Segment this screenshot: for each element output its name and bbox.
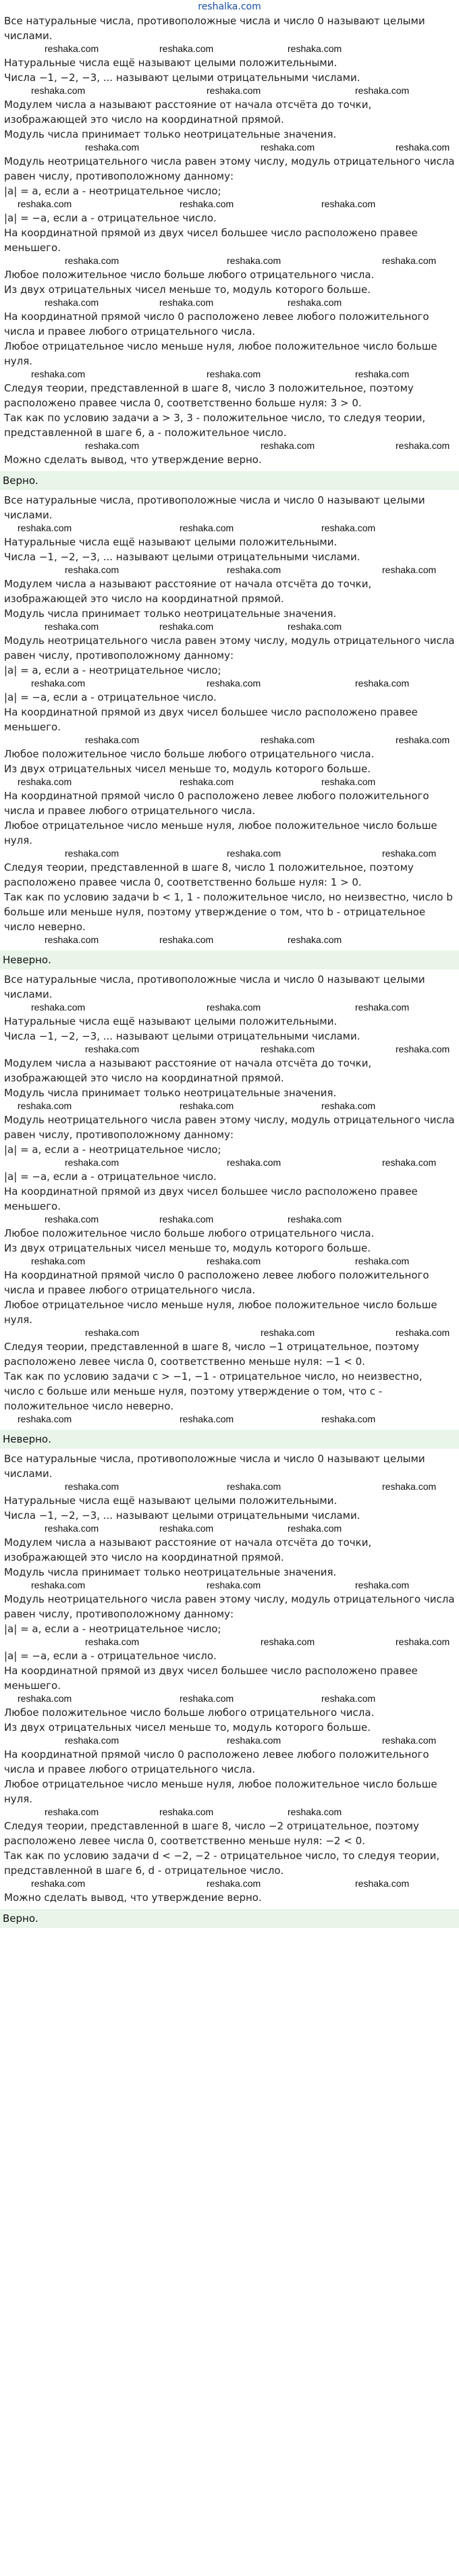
paragraph: На координатной прямой число 0 расположено левее любого положительного числа и правее любого отрицательного числа. xyxy=(4,311,429,338)
paragraph: |a| = a, если a - неотрицательное число; xyxy=(4,664,221,676)
watermark-text: reshaka.com xyxy=(321,1414,376,1424)
paragraph: На координатной прямой число 0 расположено левее любого положительного числа и правее любого отрицательного числа. xyxy=(4,1269,429,1296)
solution-section xyxy=(4,493,455,969)
paragraph: Числа −1, −2, −3, ... называют целыми отрицательными числами. xyxy=(4,1030,360,1042)
paragraph: Модуль неотрицательного числа равен этому числу, модуль отрицательного числа равен числу, противоположному данному: xyxy=(4,1593,455,1620)
paragraph: Любое положительное число больше любого отрицательного числа. xyxy=(4,269,375,281)
watermark-text: reshaka.com xyxy=(159,297,214,308)
watermark-text: reshaka.com xyxy=(45,1806,99,1817)
watermark-row xyxy=(4,734,455,747)
watermark-text: reshaka.com xyxy=(45,621,99,632)
watermark-row xyxy=(4,522,455,535)
watermark-text: reshaka.com xyxy=(382,255,437,266)
watermark-row xyxy=(4,848,455,860)
watermark-text: reshaka.com xyxy=(207,85,261,96)
watermark-text: reshaka.com xyxy=(159,621,214,632)
watermark-text: reshaka.com xyxy=(261,1636,315,1647)
watermark-text: reshaka.com xyxy=(355,369,410,379)
watermark-text: reshaka.com xyxy=(85,1327,140,1338)
watermark-text: reshaka.com xyxy=(382,1481,437,1492)
watermark-text: reshaka.com xyxy=(45,43,99,54)
solution-content xyxy=(4,14,455,1928)
watermark-row xyxy=(4,621,455,633)
watermark-text: reshaka.com xyxy=(18,1693,72,1704)
watermark-text: reshaka.com xyxy=(288,1523,342,1534)
watermark-text: reshaka.com xyxy=(31,678,86,689)
watermark-text: reshaka.com xyxy=(321,1100,376,1111)
watermark-text: reshaka.com xyxy=(321,522,376,533)
watermark-text: reshaka.com xyxy=(382,564,437,575)
watermark-row xyxy=(4,1157,455,1169)
watermark-row xyxy=(4,85,455,97)
paragraph: На координатной прямой из двух чисел большее число расположено правее меньшего. xyxy=(4,1185,418,1212)
watermark-text: reshaka.com xyxy=(396,1327,450,1338)
watermark-text: reshaka.com xyxy=(159,934,214,945)
watermark-text: reshaka.com xyxy=(180,198,234,209)
watermark-row xyxy=(4,43,455,55)
watermark-text: reshaka.com xyxy=(382,848,437,859)
watermark-row xyxy=(4,1523,455,1535)
watermark-row xyxy=(4,1414,455,1426)
watermark-row xyxy=(4,1636,455,1648)
watermark-row xyxy=(4,1100,455,1112)
paragraph: Модуль числа принимает только неотрицательные значения. xyxy=(4,608,337,620)
paragraph: Любое отрицательное число меньше нуля, любое положительное число больше нуля. xyxy=(4,1299,437,1326)
watermark-row xyxy=(4,1693,455,1705)
watermark-text: reshaka.com xyxy=(31,1256,86,1266)
paragraph: Модуль неотрицательного числа равен этому числу, модуль отрицательного числа равен числу, противоположному данному: xyxy=(4,635,455,662)
paragraph: Так как по условию задачи a > 3, 3 - положительное число, то следуя теории, представленной в шаге 6, a - положительное число. xyxy=(4,412,426,439)
paragraph: Любое положительное число больше любого отрицательного числа. xyxy=(4,748,375,760)
watermark-text: reshaka.com xyxy=(18,776,72,787)
watermark-text: reshaka.com xyxy=(396,1636,450,1647)
paragraph: Можно сделать вывод, что утверждение верно. xyxy=(4,454,262,466)
watermark-text: reshaka.com xyxy=(288,1214,342,1225)
watermark-text: reshaka.com xyxy=(227,1481,281,1492)
paragraph: На координатной прямой число 0 расположено левее любого положительного числа и правее любого отрицательного числа. xyxy=(4,1748,429,1775)
paragraph: Натуральные числа ещё называют целыми положительными. xyxy=(4,1015,338,1027)
paragraph: Модуль числа принимает только неотрицательные значения. xyxy=(4,1087,337,1099)
paragraph: |a| = a, если a - неотрицательное число; xyxy=(4,1144,221,1156)
watermark-row xyxy=(4,1580,455,1592)
watermark-text: reshaka.com xyxy=(85,734,140,745)
paragraph: Так как по условию задачи d < −2, −2 - отрицательное число, то следуя теории, представленной в шаге 6, d - отрицательное число. xyxy=(4,1850,440,1877)
paragraph: |a| = −a, если a - отрицательное число. xyxy=(4,691,217,703)
watermark-text: reshaka.com xyxy=(355,1580,410,1590)
watermark-text: reshaka.com xyxy=(31,1002,86,1013)
paragraph: Модуль числа принимает только неотрицательные значения. xyxy=(4,128,337,140)
paragraph: |a| = a, если a - неотрицательное число; xyxy=(4,1623,221,1635)
watermark-text: reshaka.com xyxy=(261,142,315,153)
watermark-text: reshaka.com xyxy=(65,255,119,266)
paragraph: |a| = −a, если a - отрицательное число. xyxy=(4,1650,217,1662)
watermark-row xyxy=(4,297,455,309)
watermark-text: reshaka.com xyxy=(159,1806,214,1817)
watermark-text: reshaka.com xyxy=(227,564,281,575)
watermark-text: reshaka.com xyxy=(45,1214,99,1225)
watermark-row xyxy=(4,255,455,267)
watermark-text: reshaka.com xyxy=(18,522,72,533)
watermark-text: reshaka.com xyxy=(261,1327,315,1338)
watermark-text: reshaka.com xyxy=(31,1878,86,1889)
watermark-text: reshaka.com xyxy=(85,1044,140,1054)
paragraph: Следуя теории, представленной в шаге 8, число 1 положительное, поэтому расположено правее числа 0, соответственно больше нуля: 1 > 0. xyxy=(4,861,414,888)
watermark-row xyxy=(4,198,455,211)
paragraph: На координатной прямой из двух чисел большее число расположено правее меньшего. xyxy=(4,1665,418,1692)
solution-section xyxy=(4,972,455,1449)
paragraph: Все натуральные числа, противоположные числа и число 0 называют целыми числами. xyxy=(4,15,425,42)
paragraph: Из двух отрицательных чисел меньше то, модуль которого больше. xyxy=(4,1242,371,1254)
watermark-text: reshaka.com xyxy=(159,1523,214,1534)
paragraph: Модулем числа a называют расстояние от начала отсчёта до точки, изображающей это число на координатной прямой. xyxy=(4,99,372,126)
watermark-text: reshaka.com xyxy=(288,934,342,945)
watermark-text: reshaka.com xyxy=(180,522,234,533)
paragraph: |a| = −a, если a - отрицательное число. xyxy=(4,1171,217,1183)
watermark-text: reshaka.com xyxy=(31,369,86,379)
site-header[interactable]: reshalka.com xyxy=(198,1,261,12)
watermark-row xyxy=(4,1327,455,1339)
paragraph: |a| = a, если a - неотрицательное число; xyxy=(4,185,221,197)
paragraph: На координатной прямой число 0 расположено левее любого положительного числа и правее любого отрицательного числа. xyxy=(4,790,429,817)
watermark-text: reshaka.com xyxy=(18,198,72,209)
paragraph: Все натуральные числа, противоположные числа и число 0 называют целыми числами. xyxy=(4,494,425,521)
watermark-text: reshaka.com xyxy=(261,440,315,451)
watermark-text: reshaka.com xyxy=(355,678,410,689)
watermark-row xyxy=(4,678,455,690)
watermark-text: reshaka.com xyxy=(396,1044,450,1054)
watermark-row xyxy=(4,369,455,381)
watermark-text: reshaka.com xyxy=(207,678,261,689)
paragraph: Модулем числа a называют расстояние от начала отсчёта до точки, изображающей это число на координатной прямой. xyxy=(4,1057,372,1084)
watermark-text: reshaka.com xyxy=(382,1157,437,1168)
watermark-text: reshaka.com xyxy=(288,297,342,308)
verdict: Верно. xyxy=(0,1909,459,1928)
watermark-text: reshaka.com xyxy=(180,1100,234,1111)
watermark-text: reshaka.com xyxy=(261,734,315,745)
watermark-text: reshaka.com xyxy=(207,1878,261,1889)
paragraph: Модуль числа принимает только неотрицательные значения. xyxy=(4,1566,337,1578)
watermark-row xyxy=(4,564,455,576)
watermark-text: reshaka.com xyxy=(85,142,140,153)
watermark-text: reshaka.com xyxy=(227,1735,281,1746)
watermark-text: reshaka.com xyxy=(65,848,119,859)
watermark-text: reshaka.com xyxy=(159,43,214,54)
paragraph: Числа −1, −2, −3, ... называют целыми отрицательными числами. xyxy=(4,1509,360,1522)
watermark-text: reshaka.com xyxy=(227,255,281,266)
watermark-text: reshaka.com xyxy=(65,1157,119,1168)
watermark-row xyxy=(4,1044,455,1056)
verdict: Неверно. xyxy=(0,950,459,969)
solution-section xyxy=(4,1451,455,1928)
watermark-row xyxy=(4,1002,455,1014)
paragraph: Модулем числа a называют расстояние от начала отсчёта до точки, изображающей это число на координатной прямой. xyxy=(4,1536,372,1563)
paragraph: Любое отрицательное число меньше нуля, любое положительное число больше нуля. xyxy=(4,1778,437,1805)
paragraph: Любое отрицательное число меньше нуля, любое положительное число больше нуля. xyxy=(4,340,437,367)
watermark-text: reshaka.com xyxy=(180,1693,234,1704)
watermark-row xyxy=(4,776,455,788)
paragraph: Так как по условию задачи b < 1, 1 - положительное число, но неизвестно, число b больше или меньше нуля, поэтому утверждение о том, что b - отрицательное число неверно. xyxy=(4,891,453,933)
watermark-text: reshaka.com xyxy=(45,297,99,308)
paragraph: На координатной прямой из двух чисел большее число расположено правее меньшего. xyxy=(4,227,418,254)
watermark-text: reshaka.com xyxy=(31,1580,86,1590)
paragraph: Так как по условию задачи c > −1, −1 - отрицательное число, но неизвестно, число c больше или меньше нуля, поэтому утверждение о том, что c - положительное число неверно. xyxy=(4,1370,423,1412)
watermark-text: reshaka.com xyxy=(321,776,376,787)
watermark-text: reshaka.com xyxy=(207,1002,261,1013)
paragraph: Из двух отрицательных чисел меньше то, модуль которого больше. xyxy=(4,1721,371,1734)
paragraph: Числа −1, −2, −3, ... называют целыми отрицательными числами. xyxy=(4,72,360,84)
watermark-text: reshaka.com xyxy=(65,564,119,575)
watermark-text: reshaka.com xyxy=(227,1157,281,1168)
watermark-text: reshaka.com xyxy=(288,621,342,632)
solution-section xyxy=(4,14,455,490)
paragraph: Любое положительное число больше любого отрицательного числа. xyxy=(4,1227,375,1239)
watermark-row xyxy=(4,1214,455,1226)
watermark-row xyxy=(4,1256,455,1268)
watermark-text: reshaka.com xyxy=(65,1481,119,1492)
watermark-text: reshaka.com xyxy=(382,1735,437,1746)
watermark-text: reshaka.com xyxy=(45,1523,99,1534)
watermark-row xyxy=(4,440,455,452)
paragraph: На координатной прямой из двух чисел большее число расположено правее меньшего. xyxy=(4,706,418,733)
paragraph: Следуя теории, представленной в шаге 8, число −2 отрицательное, поэтому расположено левее числа 0, соответственно меньше нуля: −2 < 0. xyxy=(4,1820,419,1847)
watermark-row xyxy=(4,1735,455,1747)
paragraph: Следуя теории, представленной в шаге 8, число −1 отрицательное, поэтому расположено левее числа 0, соответственно меньше нуля: −1 < 0. xyxy=(4,1341,419,1368)
watermark-row xyxy=(4,1878,455,1890)
watermark-text: reshaka.com xyxy=(65,1735,119,1746)
paragraph: Натуральные числа ещё называют целыми положительными. xyxy=(4,536,338,548)
paragraph: Натуральные числа ещё называют целыми положительными. xyxy=(4,57,338,69)
watermark-text: reshaka.com xyxy=(321,198,376,209)
watermark-text: reshaka.com xyxy=(227,848,281,859)
paragraph: Все натуральные числа, противоположные числа и число 0 называют целыми числами. xyxy=(4,973,425,1000)
paragraph: Следуя теории, представленной в шаге 8, число 3 положительное, поэтому расположено правее числа 0, соответственно больше нуля: 3 > 0. xyxy=(4,382,414,409)
paragraph: Модулем числа a называют расстояние от начала отсчёта до точки, изображающей это число на координатной прямой. xyxy=(4,578,372,605)
watermark-text: reshaka.com xyxy=(321,1693,376,1704)
watermark-text: reshaka.com xyxy=(355,1002,410,1013)
paragraph: Числа −1, −2, −3, ... называют целыми отрицательными числами. xyxy=(4,551,360,563)
watermark-text: reshaka.com xyxy=(180,1414,234,1424)
watermark-row xyxy=(4,142,455,154)
watermark-text: reshaka.com xyxy=(288,43,342,54)
watermark-text: reshaka.com xyxy=(355,1878,410,1889)
watermark-text: reshaka.com xyxy=(288,1806,342,1817)
watermark-text: reshaka.com xyxy=(85,1636,140,1647)
watermark-text: reshaka.com xyxy=(159,1214,214,1225)
paragraph: Натуральные числа ещё называют целыми положительными. xyxy=(4,1495,338,1507)
paragraph: Все натуральные числа, противоположные числа и число 0 называют целыми числами. xyxy=(4,1453,425,1480)
watermark-text: reshaka.com xyxy=(18,1414,72,1424)
watermark-text: reshaka.com xyxy=(207,1580,261,1590)
watermark-text: reshaka.com xyxy=(18,1100,72,1111)
watermark-text: reshaka.com xyxy=(85,440,140,451)
watermark-text: reshaka.com xyxy=(207,1256,261,1266)
paragraph: Любое положительное число больше любого отрицательного числа. xyxy=(4,1707,375,1719)
paragraph: Модуль неотрицательного числа равен этому числу, модуль отрицательного числа равен числу, противоположному данному: xyxy=(4,155,455,182)
watermark-row xyxy=(4,934,455,946)
watermark-row xyxy=(4,1481,455,1493)
paragraph: Из двух отрицательных чисел меньше то, модуль которого больше. xyxy=(4,763,371,775)
verdict: Неверно. xyxy=(0,1430,459,1449)
watermark-text: reshaka.com xyxy=(396,142,450,153)
watermark-text: reshaka.com xyxy=(396,440,450,451)
paragraph: Модуль неотрицательного числа равен этому числу, модуль отрицательного числа равен числу, противоположному данному: xyxy=(4,1114,455,1141)
watermark-text: reshaka.com xyxy=(261,1044,315,1054)
watermark-text: reshaka.com xyxy=(31,85,86,96)
paragraph: Из двух отрицательных чисел меньше то, модуль которого больше. xyxy=(4,284,371,296)
watermark-row xyxy=(4,1806,455,1819)
watermark-text: reshaka.com xyxy=(45,934,99,945)
watermark-text: reshaka.com xyxy=(207,369,261,379)
paragraph: |a| = −a, если a - отрицательное число. xyxy=(4,212,217,224)
watermark-text: reshaka.com xyxy=(355,85,410,96)
watermark-text: reshaka.com xyxy=(180,776,234,787)
paragraph: Любое отрицательное число меньше нуля, любое положительное число больше нуля. xyxy=(4,820,437,847)
watermark-text: reshaka.com xyxy=(396,734,450,745)
watermark-text: reshaka.com xyxy=(355,1256,410,1266)
verdict: Верно. xyxy=(0,471,459,490)
paragraph: Можно сделать вывод, что утверждение верно. xyxy=(4,1891,262,1904)
